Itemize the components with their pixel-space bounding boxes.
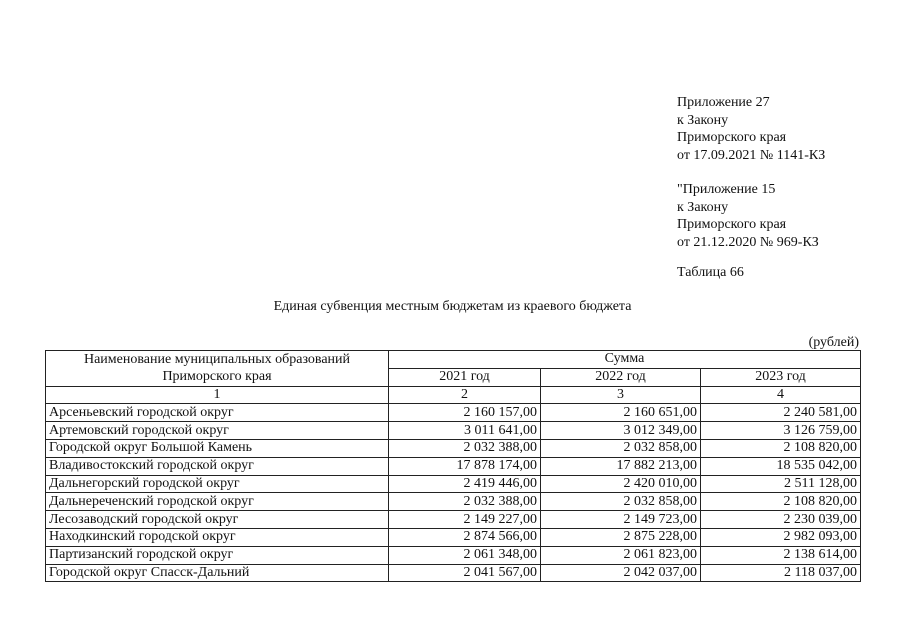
row-value-2021: 2 032 388,00 [389, 493, 541, 511]
appendix-line: от 21.12.2020 № 969-КЗ [677, 234, 819, 250]
appendix-line: к Закону [677, 112, 729, 128]
row-value-2022: 2 160 651,00 [541, 404, 701, 422]
row-name: Лесозаводский городской округ [46, 511, 389, 529]
row-value-2022: 2 875 228,00 [541, 528, 701, 546]
appendix-line: Приморского края [677, 130, 787, 145]
row-name: Дальнереченский городской округ [46, 493, 389, 511]
table-row [46, 511, 861, 529]
document-title: Единая субвенция местным бюджетам из краевого бюджета [273, 299, 632, 314]
header-year-2023: 2023 год [701, 368, 861, 386]
row-value-2022: 2 032 858,00 [541, 493, 701, 511]
row-name: Партизанский городской округ [46, 546, 389, 564]
table-row [46, 528, 861, 546]
row-value-2022: 3 012 349,00 [541, 422, 701, 440]
row-name: Находкинский городской округ [46, 528, 389, 546]
row-value-2021: 2 041 567,00 [389, 564, 541, 582]
row-value-2023: 2 511 128,00 [701, 475, 861, 493]
row-value-2023: 2 240 581,00 [701, 404, 861, 422]
row-value-2023: 2 118 037,00 [701, 564, 861, 582]
appendix-line: Приморского края [677, 217, 787, 232]
appendix-line: "Приложение 15 [677, 182, 776, 197]
row-value-2022: 2 149 723,00 [541, 511, 701, 529]
unit-label: (рублей) [808, 335, 859, 350]
row-value-2021: 2 160 157,00 [389, 404, 541, 422]
header-year-2021: 2021 год [389, 368, 541, 386]
row-value-2023: 18 535 042,00 [701, 457, 861, 475]
row-value-2022: 2 061 823,00 [541, 546, 701, 564]
table-row [46, 493, 861, 511]
table-row [46, 457, 861, 475]
row-value-2023: 2 108 820,00 [701, 439, 861, 457]
appendix-line: от 17.09.2021 № 1141-КЗ [677, 147, 826, 163]
table-row [46, 564, 861, 582]
table-row [46, 404, 861, 422]
row-value-2021: 3 011 641,00 [389, 422, 541, 440]
col-number: 2 [389, 386, 541, 404]
appendix-line: Приложение 27 [677, 95, 770, 110]
row-value-2021: 2 419 446,00 [389, 475, 541, 493]
appendix-line: к Закону [677, 199, 729, 215]
col-number: 1 [46, 386, 389, 404]
row-value-2021: 2 061 348,00 [389, 546, 541, 564]
header-name [46, 351, 389, 387]
row-value-2023: 3 126 759,00 [701, 422, 861, 440]
table-row [46, 422, 861, 440]
col-number: 3 [541, 386, 701, 404]
appendix-27-block [677, 94, 825, 164]
row-name: Владивостокский городской округ [46, 457, 389, 475]
header-name-line1: Наименование муниципальных образований [83, 352, 351, 368]
row-name: Арсеньевский городской округ [46, 404, 389, 422]
table-row [46, 439, 861, 457]
table-body [46, 404, 861, 582]
row-value-2023: 2 138 614,00 [701, 546, 861, 564]
col-number: 4 [701, 386, 861, 404]
row-value-2021: 2 032 388,00 [389, 439, 541, 457]
row-value-2022: 2 032 858,00 [541, 439, 701, 457]
row-name: Дальнегорский городской округ [46, 475, 389, 493]
row-value-2022: 17 882 213,00 [541, 457, 701, 475]
row-name: Артемовский городской округ [46, 422, 389, 440]
table-row [46, 475, 861, 493]
table-row [46, 546, 861, 564]
row-name: Городской округ Большой Камень [46, 439, 389, 457]
header-year-2022: 2022 год [541, 368, 701, 386]
row-value-2021: 2 874 566,00 [389, 528, 541, 546]
row-value-2022: 2 420 010,00 [541, 475, 701, 493]
subvention-table [45, 350, 861, 582]
header-name-line2: Приморского края [162, 369, 272, 385]
row-name: Городской округ Спасск-Дальний [46, 564, 389, 582]
row-value-2021: 17 878 174,00 [389, 457, 541, 475]
row-value-2022: 2 042 037,00 [541, 564, 701, 582]
header-sum: Сумма [389, 351, 861, 369]
row-value-2023: 2 230 039,00 [701, 511, 861, 529]
appendix-15-block [677, 181, 819, 251]
row-value-2023: 2 982 093,00 [701, 528, 861, 546]
row-value-2023: 2 108 820,00 [701, 493, 861, 511]
row-value-2021: 2 149 227,00 [389, 511, 541, 529]
table-number: Таблица 66 [677, 265, 744, 280]
